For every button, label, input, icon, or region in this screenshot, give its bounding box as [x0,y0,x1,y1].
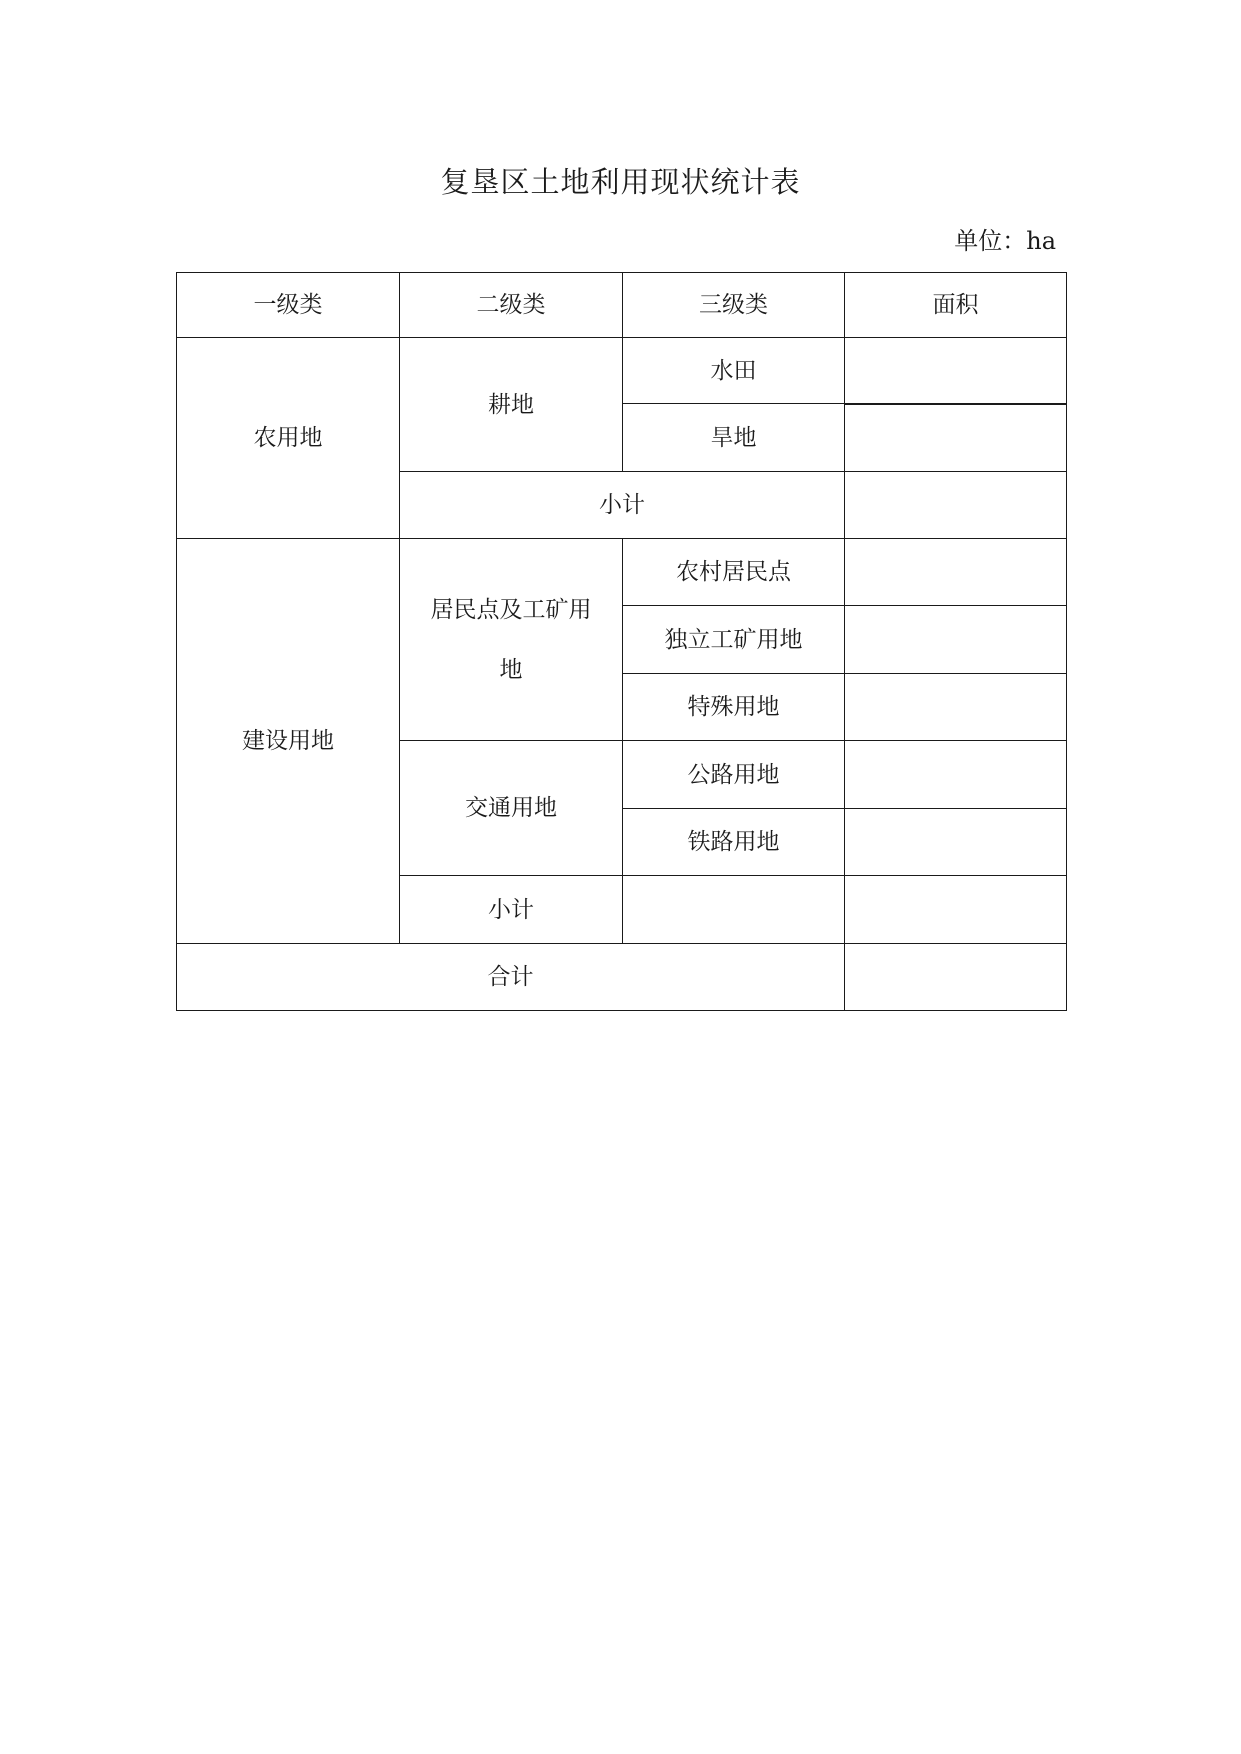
level3-cell-dryland: 旱地 [623,404,845,472]
header-area: 面积 [845,273,1067,338]
area-cell-construction-subtotal[interactable] [845,876,1067,944]
table-header-row [177,273,1067,338]
subtotal-cell-agri: 小计 [400,472,845,539]
level2-cell-residential-mining: 居民点及工矿用地 [400,539,623,741]
area-cell-special-use[interactable] [845,674,1067,741]
area-cell-paddy[interactable] [845,338,1067,404]
area-cell-agri-subtotal[interactable] [845,472,1067,539]
area-cell-independent-mining[interactable] [845,606,1067,674]
level3-cell-rural-settlement: 农村居民点 [623,539,845,606]
level3-cell-railway: 铁路用地 [623,809,845,876]
table-row [177,944,1067,1011]
level3-cell-paddy: 水田 [623,338,845,404]
area-cell-rural-settlement[interactable] [845,539,1067,606]
table-row [177,539,1067,606]
level3-cell-independent-mining: 独立工矿用地 [623,606,845,674]
level3-cell-special-use: 特殊用地 [623,674,845,741]
area-cell-railway[interactable] [845,809,1067,876]
level1-cell-construction: 建设用地 [177,539,400,944]
header-level3: 三级类 [623,273,845,338]
unit-note: 单位：ha [954,227,1056,255]
subtotal-cell-construction: 小计 [400,876,623,944]
table-row [177,338,1067,404]
area-cell-highway[interactable] [845,741,1067,809]
total-cell: 合计 [177,944,845,1011]
area-cell-dryland[interactable] [845,404,1067,472]
area-cell-total[interactable] [845,944,1067,1011]
header-level2: 二级类 [400,273,623,338]
level3-cell-highway: 公路用地 [623,741,845,809]
blank-cell-construction-subtotal [623,876,845,944]
level2-cell-transport: 交通用地 [400,741,623,876]
level2-cell-cultivated: 耕地 [400,338,623,472]
level1-cell-agri: 农用地 [177,338,400,539]
page-title: 复垦区土地利用现状统计表 [440,165,801,199]
header-level1: 一级类 [177,273,400,338]
land-use-table [176,272,1067,1011]
